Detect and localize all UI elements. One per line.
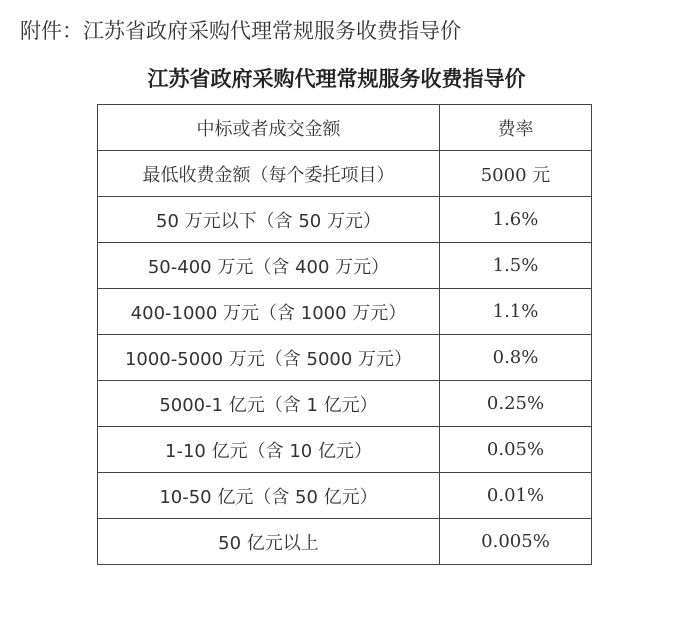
- rate-cell: 0.01%: [440, 473, 592, 519]
- table-row: [98, 381, 592, 427]
- table-row: [98, 335, 592, 381]
- table-row: [98, 289, 592, 335]
- header-rate: 费率: [440, 105, 592, 151]
- rate-cell: 1.6%: [440, 197, 592, 243]
- rate-cell: 0.25%: [440, 381, 592, 427]
- table-row: [98, 519, 592, 565]
- table-row: [98, 243, 592, 289]
- amount-cell: 1-10 亿元（含 10 亿元）: [98, 427, 440, 473]
- rate-cell: 0.005%: [440, 519, 592, 565]
- document-title: 江苏省政府采购代理常规服务收费指导价: [147, 67, 526, 91]
- amount-cell: 50 万元以下（含 50 万元）: [98, 197, 440, 243]
- amount-cell: 10-50 亿元（含 50 亿元）: [98, 473, 440, 519]
- amount-cell: 50-400 万元（含 400 万元）: [98, 243, 440, 289]
- amount-cell: 50 亿元以上: [98, 519, 440, 565]
- rate-cell: 1.1%: [440, 289, 592, 335]
- table-row: [98, 427, 592, 473]
- table-row: [98, 151, 592, 197]
- table-header-row: [98, 105, 592, 151]
- rate-cell: 0.05%: [440, 427, 592, 473]
- rate-cell: 1.5%: [440, 243, 592, 289]
- amount-cell: 1000-5000 万元（含 5000 万元）: [98, 335, 440, 381]
- amount-cell: 最低收费金额（每个委托项目）: [98, 151, 440, 197]
- rate-cell: 0.8%: [440, 335, 592, 381]
- table-row: [98, 197, 592, 243]
- attachment-label: 附件：江苏省政府采购代理常规服务收费指导价: [20, 19, 461, 43]
- amount-cell: 400-1000 万元（含 1000 万元）: [98, 289, 440, 335]
- table-row: [98, 473, 592, 519]
- header-amount: 中标或者成交金额: [98, 105, 440, 151]
- fee-table: [97, 104, 592, 565]
- rate-cell: 5000 元: [440, 151, 592, 197]
- amount-cell: 5000-1 亿元（含 1 亿元）: [98, 381, 440, 427]
